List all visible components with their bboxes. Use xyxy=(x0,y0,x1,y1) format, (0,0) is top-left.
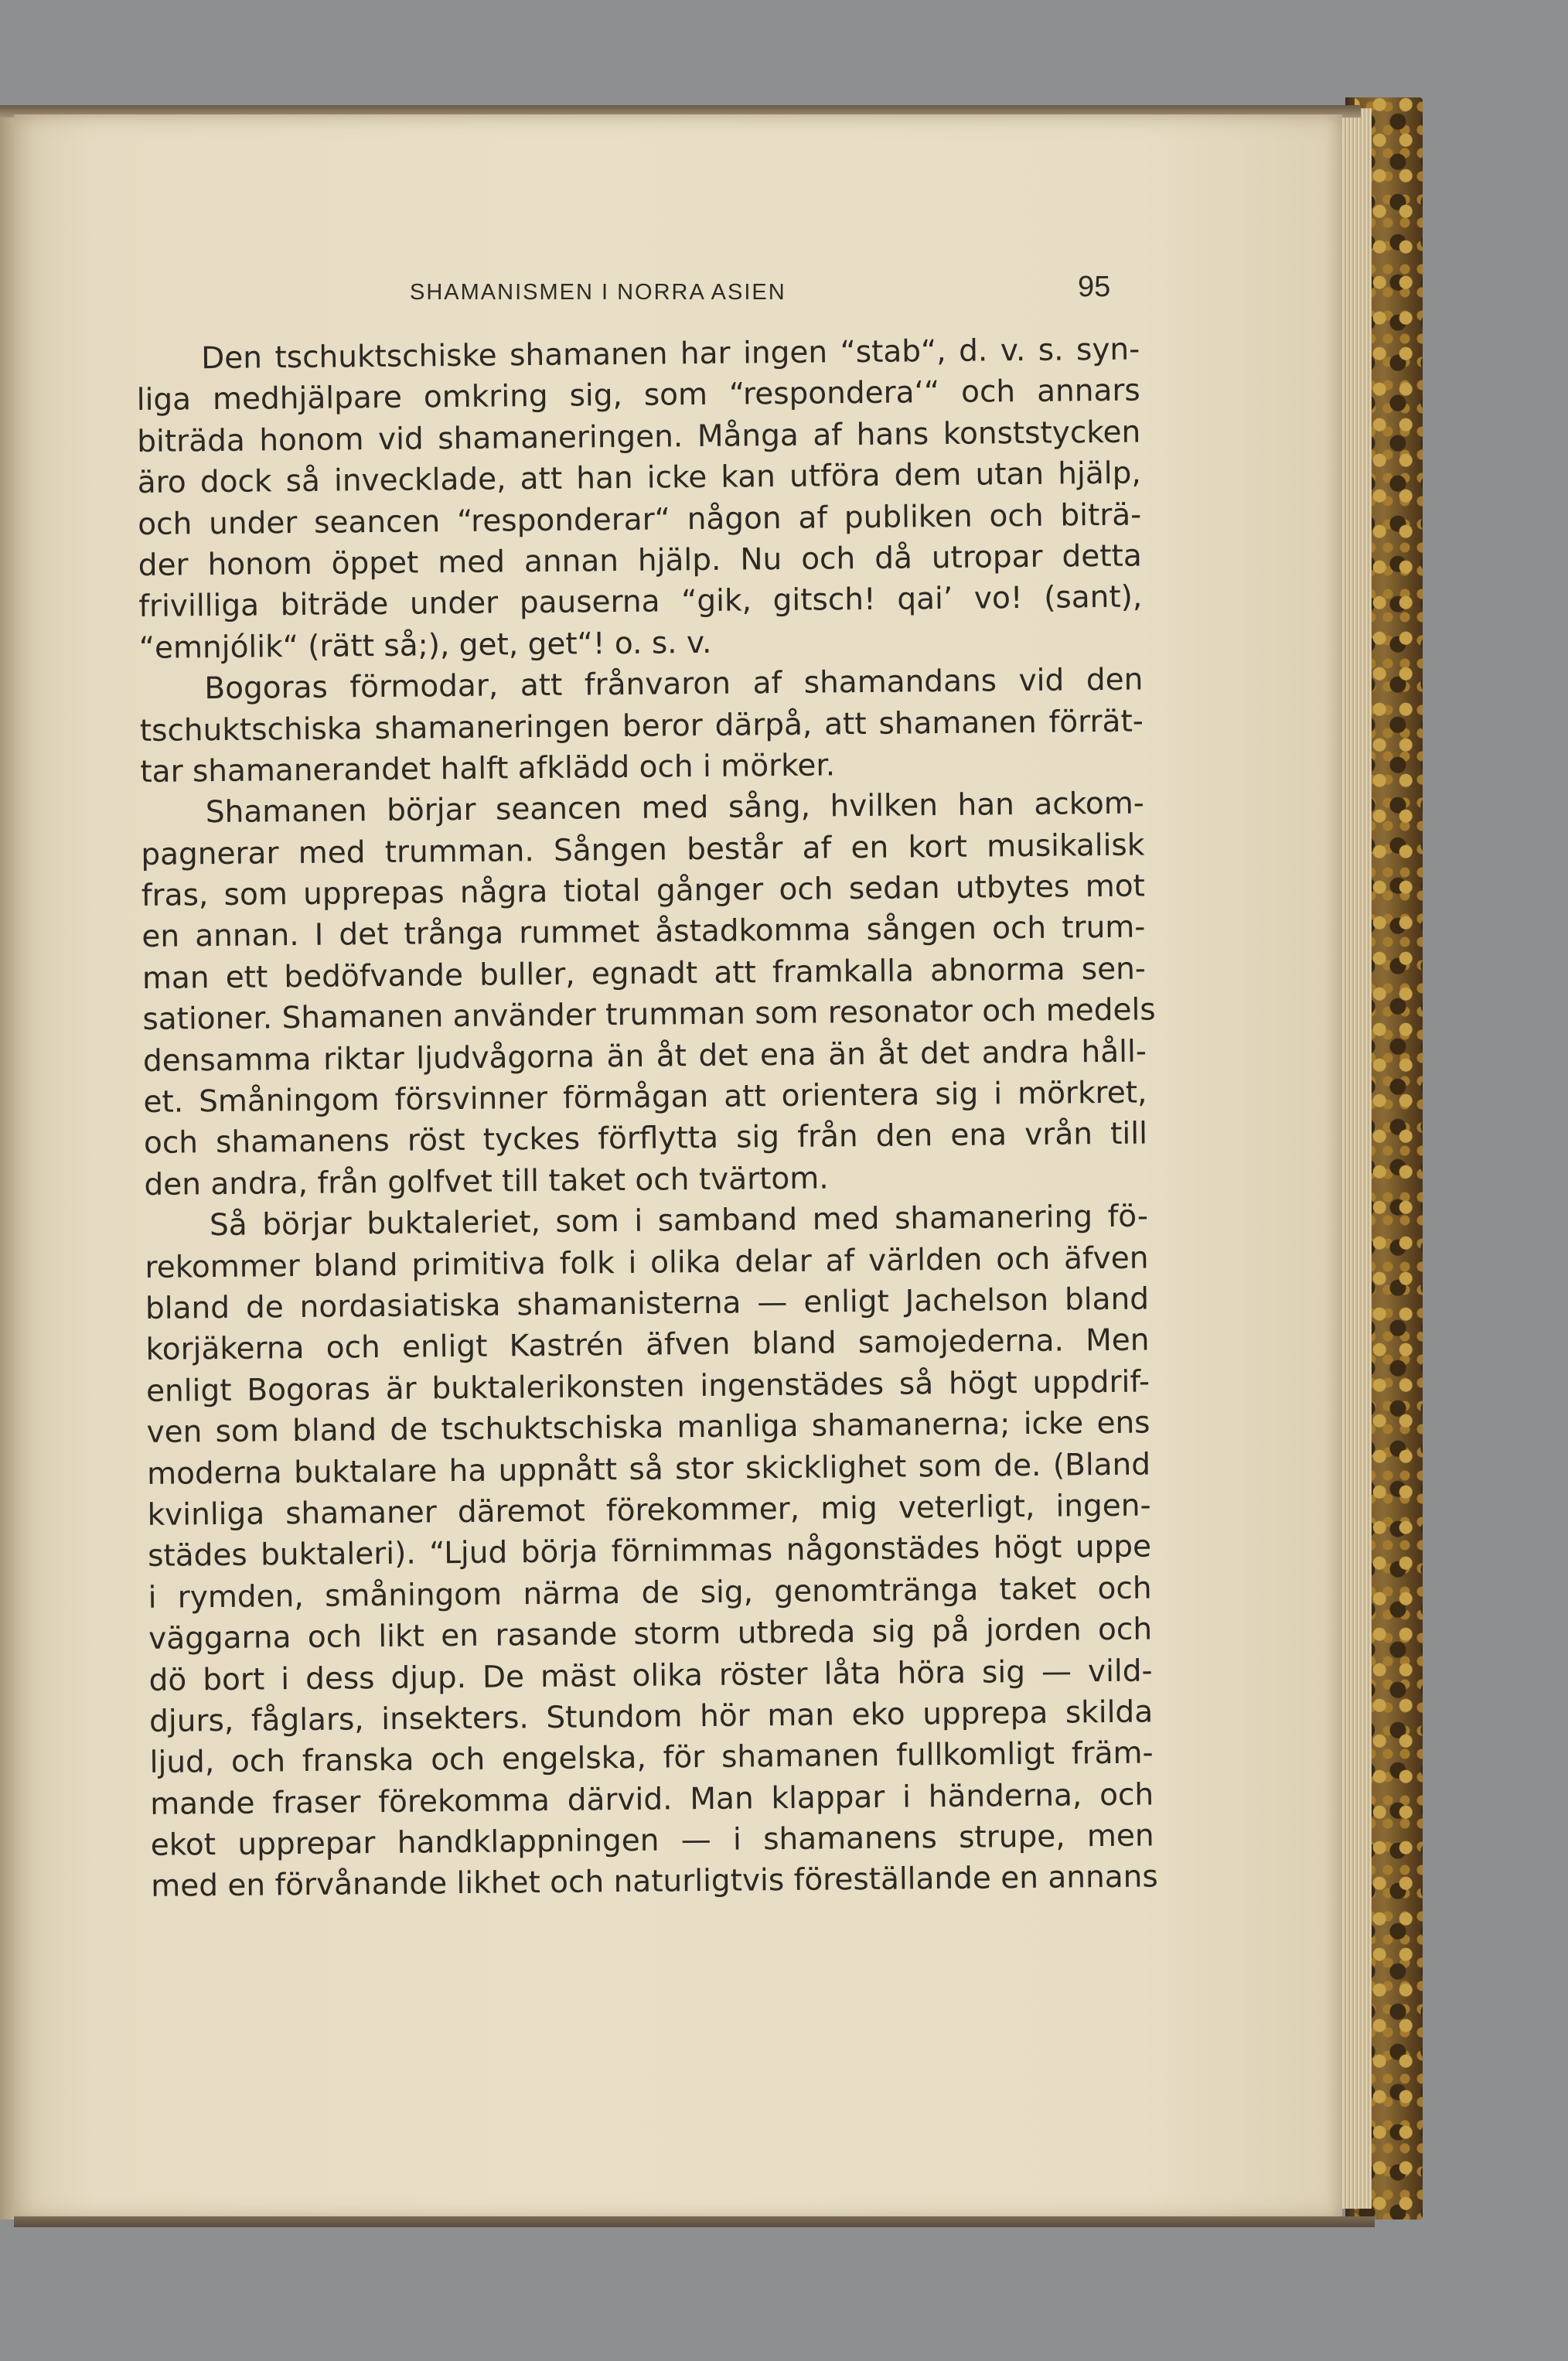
text-line: väggarna och likt en rasande storm utbreda sig på jorden och xyxy=(148,1612,1153,1657)
text-line: liga medhjälpare omkring sig, som “responderaʻ“ och annars xyxy=(136,373,1140,418)
text-line: kvinliga shamaner däremot förekommer, mig veterligt, ingen- xyxy=(147,1488,1151,1533)
text-line: korjäkerna och enligt Kastrén äfven bland samojederna. Men xyxy=(145,1322,1150,1368)
text-line: densamma riktar ljudvågorna än åt det ena än åt det andra håll- xyxy=(142,1034,1147,1079)
text-line: i rymden, småningom närma de sig, genomtränga taket och xyxy=(148,1571,1152,1616)
text-line: äro dock så invecklade, att han icke kan utföra dem utan hjälp, xyxy=(137,455,1141,501)
text-line: man ett bedöfvande buller, egnadt att framkalla abnorma sen- xyxy=(141,951,1147,996)
text-line: ekot upprepar handklappningen — i shamanens strupe, men xyxy=(150,1818,1154,1863)
text-line: mande fraser förekomma därvid. Man klappar i händerna, och xyxy=(149,1777,1154,1822)
text-line: bland de nordasiatiska shamanisterna — enligt Jachelson bland xyxy=(145,1281,1150,1326)
text-line: den andra, från golfvet till taket och tvärtom. xyxy=(144,1161,829,1203)
text-line: Så börjar buktaleriet, som i samband med shamanering fö- xyxy=(209,1199,1149,1244)
body-text xyxy=(136,329,1158,1908)
text-line: Den tschuktschiske shamanen har ingen “stab“, d. v. s. syn- xyxy=(201,332,1140,377)
text-line: moderna buktalare ha uppnått så stor skicklighet som de. (Bland xyxy=(146,1447,1151,1492)
text-line: biträda honom vid shamaneringen. Många af hans konststycken xyxy=(137,415,1141,459)
text-line: rekommer bland primitiva folk i olika delar af världen och äfven xyxy=(145,1240,1149,1285)
text-line: frivilliga biträde under pauserna “gik, gitsch! qaiʼ vo! (sant), xyxy=(138,579,1143,625)
running-head: SHAMANISMEN I NORRA ASIEN xyxy=(410,280,786,305)
text-line: ven som bland de tschuktschiska manliga shamanerna; icke ens xyxy=(146,1405,1150,1451)
text-line: städes buktaleri). “Ljud börja förnimmas någonstädes högt uppe xyxy=(147,1529,1152,1575)
text-line: tschuktschiska shamaneringen beror därpå, att shamanen förrät- xyxy=(139,704,1144,749)
text-line: en annan. I det trånga rummet åstadkomma sången och trum- xyxy=(141,909,1146,955)
text-line: tar shamanerandet halft afklädd och i mörker. xyxy=(140,748,836,790)
text-line: pagnerar med trumman. Sången består af en kort musikalisk xyxy=(141,827,1145,872)
text-line: och under seancen “responderar“ någon af publiken och biträ- xyxy=(138,497,1142,542)
text-line: et. Småningom försvinner förmågan att orientera sig i mörkret, xyxy=(143,1075,1147,1120)
text-line: djurs, fåglars, insekters. Stundom hör man eko upprepa skilda xyxy=(148,1694,1154,1739)
text-line: och shamanens röst tyckes förflytta sig från den ena vrån till xyxy=(143,1116,1148,1162)
text-line: fras, som upprepas några tiotal gånger och sedan utbytes mot xyxy=(141,868,1146,914)
page-number: 95 xyxy=(1078,271,1111,303)
text-line: ljud, och franska och engelska, för shamanen fullkomligt främ- xyxy=(149,1735,1154,1781)
text-line: dö bort i dess djup. De mäst olika röster låta höra sig — vild- xyxy=(148,1653,1153,1698)
text-line: med en förvånande likhet och naturligtvis föreställande en annans xyxy=(151,1859,1158,1905)
page-bottom-edge xyxy=(14,2216,1375,2227)
text-line: Shamanen börjar seancen med sång, hvilken han ackom- xyxy=(205,786,1145,831)
text-line: sationer. Shamanen använder trumman som resonator och medels xyxy=(142,992,1156,1038)
text-line: enligt Bogoras är buktalerikonsten ingenstädes så högt uppdrif- xyxy=(145,1364,1150,1409)
text-line: der honom öppet med annan hjälp. Nu och då utropar detta xyxy=(138,538,1142,583)
text-line: “emnjólik“ (rätt så;), get, get“! o. s. v. xyxy=(138,625,712,666)
text-line: Bogoras förmodar, att frånvaron af shamandans vid den xyxy=(204,662,1144,707)
